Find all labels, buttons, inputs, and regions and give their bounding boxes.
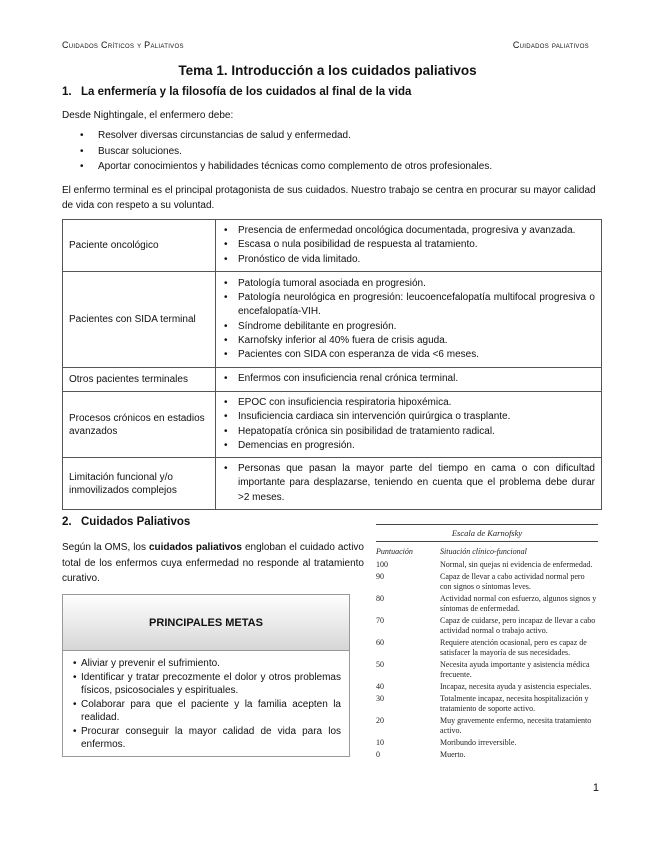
who-definition bbox=[62, 540, 364, 587]
status: Normal, sin quejas ni evidencia de enfermedad. bbox=[440, 560, 593, 569]
status: Totalmente incapaz, necesita hospitalización y tratamiento de soporte activo. bbox=[440, 694, 589, 713]
row-label: Procesos crónicos en estadios avanzados bbox=[63, 392, 216, 458]
row-content bbox=[216, 392, 602, 458]
status: Muerto. bbox=[440, 750, 466, 759]
row-label: Paciente oncológico bbox=[63, 220, 216, 272]
main-goals-list bbox=[63, 651, 349, 752]
row-label: Pacientes con SIDA terminal bbox=[63, 272, 216, 368]
list-item: • Aliviar y prevenir el sufrimiento. bbox=[73, 657, 341, 671]
table-row bbox=[376, 572, 598, 592]
list-item: • Escasa o nula posibilidad de respuesta al tratamiento. bbox=[222, 238, 595, 252]
main-goals-box bbox=[62, 594, 350, 757]
list-item: • Patología neurológica en progresión: leucoencefalopatía multifocal progresiva o encefalopatía-VIH. bbox=[222, 291, 595, 320]
karnofsky-scale bbox=[376, 524, 598, 762]
status: Capaz de cuidarse, pero incapaz de llevar a cabo actividad normal o trabajo activo. bbox=[440, 616, 596, 635]
status: Muy gravemente enfermo, necesita tratamiento activo. bbox=[440, 716, 592, 735]
table-row bbox=[63, 220, 602, 272]
score: 90 bbox=[376, 572, 384, 581]
list-item: • Insuficiencia cardiaca sin intervención quirúrgica o trasplante. bbox=[222, 410, 595, 424]
section-2-heading-text: Cuidados Paliativos bbox=[81, 516, 191, 528]
section-1-paragraph: El enfermo terminal es el principal protagonista de sus cuidados. Nuestro trabajo se centra en procurar su mayor calidad de vida con respeto a su voluntad. bbox=[62, 185, 596, 211]
row-label: Otros pacientes terminales bbox=[63, 368, 216, 392]
table-row bbox=[376, 660, 598, 680]
table-row bbox=[376, 594, 598, 614]
table-row bbox=[376, 716, 598, 736]
list-item: • Enfermos con insuficiencia renal crónica terminal. bbox=[222, 372, 595, 386]
who-text-after: engloban el cuidado activo total de los enfermos cuya enfermedad no responde al tratamiento curativo. bbox=[62, 542, 364, 584]
row-content bbox=[216, 368, 602, 392]
section-1-heading-text: La enfermería y la filosofía de los cuidados al final de la vida bbox=[81, 86, 412, 98]
list-item: • Pacientes con SIDA con esperanza de vida <6 meses. bbox=[222, 348, 595, 362]
score: 70 bbox=[376, 616, 384, 625]
list-item: • Identificar y tratar precozmente el dolor y otros problemas físicos, psicosociales y espirituales. bbox=[73, 671, 341, 698]
row-content bbox=[216, 220, 602, 272]
score: 100 bbox=[376, 560, 388, 569]
status: Requiere atención ocasional, pero es capaz de satisfacer la mayoría de sus necesidades. bbox=[440, 638, 587, 657]
karnofsky-col-status: Situación clínico-funcional bbox=[440, 547, 527, 556]
table-row bbox=[376, 638, 598, 658]
list-item: • Personas que pasan la mayor parte del tiempo en cama o con dificultad importante para desplazarse, teniendo en cuenta que el problema debe durar >2 meses. bbox=[222, 462, 595, 505]
list-item: • EPOC con insuficiencia respiratoria hipoxémica. bbox=[222, 396, 595, 410]
list-item: • Hepatopatía crónica sin posibilidad de tratamiento radical. bbox=[222, 425, 595, 439]
score: 60 bbox=[376, 638, 384, 647]
terminal-patients-table bbox=[62, 219, 602, 510]
score: 20 bbox=[376, 716, 384, 725]
row-content bbox=[216, 272, 602, 368]
status: Moribundo irreversible. bbox=[440, 738, 517, 747]
list-item: • Procurar conseguir la mayor calidad de vida para los enfermos. bbox=[73, 725, 341, 752]
main-goals-title: PRINCIPALES METAS bbox=[63, 595, 349, 651]
row-label: Limitación funcional y/o inmovilizados complejos bbox=[63, 458, 216, 510]
table-row bbox=[376, 738, 598, 748]
list-item: • Aportar conocimientos y habilidades técnicas como complemento de otros profesionales. bbox=[80, 159, 492, 175]
score: 40 bbox=[376, 682, 384, 691]
status: Capaz de llevar a cabo actividad normal pero con signos o síntomas leves. bbox=[440, 572, 585, 591]
section-2-heading bbox=[62, 516, 190, 528]
score: 80 bbox=[376, 594, 384, 603]
section-2-number: 2. bbox=[62, 516, 72, 528]
list-item: • Demencias en progresión. bbox=[222, 439, 595, 453]
list-item: • Patología tumoral asociada en progresión. bbox=[222, 277, 595, 291]
table-row bbox=[376, 750, 598, 760]
header-right: Cuidados paliativos bbox=[512, 40, 589, 50]
table-row bbox=[376, 694, 598, 714]
table-row bbox=[376, 616, 598, 636]
status: Actividad normal con esfuerzo, algunos signos y síntomas de enfermedad. bbox=[440, 594, 597, 613]
section-1-intro: Desde Nightingale, el enfermero debe: bbox=[62, 110, 234, 121]
score: 30 bbox=[376, 694, 384, 703]
karnofsky-title: Escala de Karnofsky bbox=[376, 524, 598, 542]
status: Incapaz, necesita ayuda y asistencia especiales. bbox=[440, 682, 592, 691]
score: 50 bbox=[376, 660, 384, 669]
list-item: • Buscar soluciones. bbox=[80, 144, 492, 160]
table-row bbox=[63, 392, 602, 458]
section-1-number: 1. bbox=[62, 86, 72, 98]
section-1-bullets bbox=[80, 128, 492, 175]
list-item: • Karnofsky inferior al 40% fuera de crisis aguda. bbox=[222, 334, 595, 348]
header-left: Cuidados Críticos y Paliativos bbox=[62, 40, 184, 50]
list-item: • Pronóstico de vida limitado. bbox=[222, 253, 595, 267]
table-row bbox=[376, 560, 598, 570]
row-content bbox=[216, 458, 602, 510]
list-item: • Resolver diversas circunstancias de salud y enfermedad. bbox=[80, 128, 492, 144]
list-item: • Síndrome debilitante en progresión. bbox=[222, 320, 595, 334]
page-number: 1 bbox=[592, 782, 599, 794]
table-row bbox=[63, 272, 602, 368]
list-item: • Presencia de enfermedad oncológica documentada, progresiva y avanzada. bbox=[222, 224, 595, 238]
table-row bbox=[376, 682, 598, 692]
karnofsky-col-score: Puntuación bbox=[376, 547, 413, 556]
status: Necesita ayuda importante y asistencia médica frecuente. bbox=[440, 660, 590, 679]
list-item: • Colaborar para que el paciente y la familia acepten la realidad. bbox=[73, 698, 341, 725]
table-row bbox=[63, 458, 602, 510]
who-text-bold: cuidados paliativos bbox=[148, 542, 242, 553]
karnofsky-header bbox=[376, 542, 598, 560]
score: 10 bbox=[376, 738, 384, 747]
page-title: Tema 1. Introducción a los cuidados paliativos bbox=[178, 63, 477, 78]
table-row bbox=[63, 368, 602, 392]
score: 0 bbox=[376, 750, 380, 759]
section-1-heading bbox=[62, 86, 411, 98]
who-text-before: Según la OMS, los bbox=[62, 542, 149, 553]
